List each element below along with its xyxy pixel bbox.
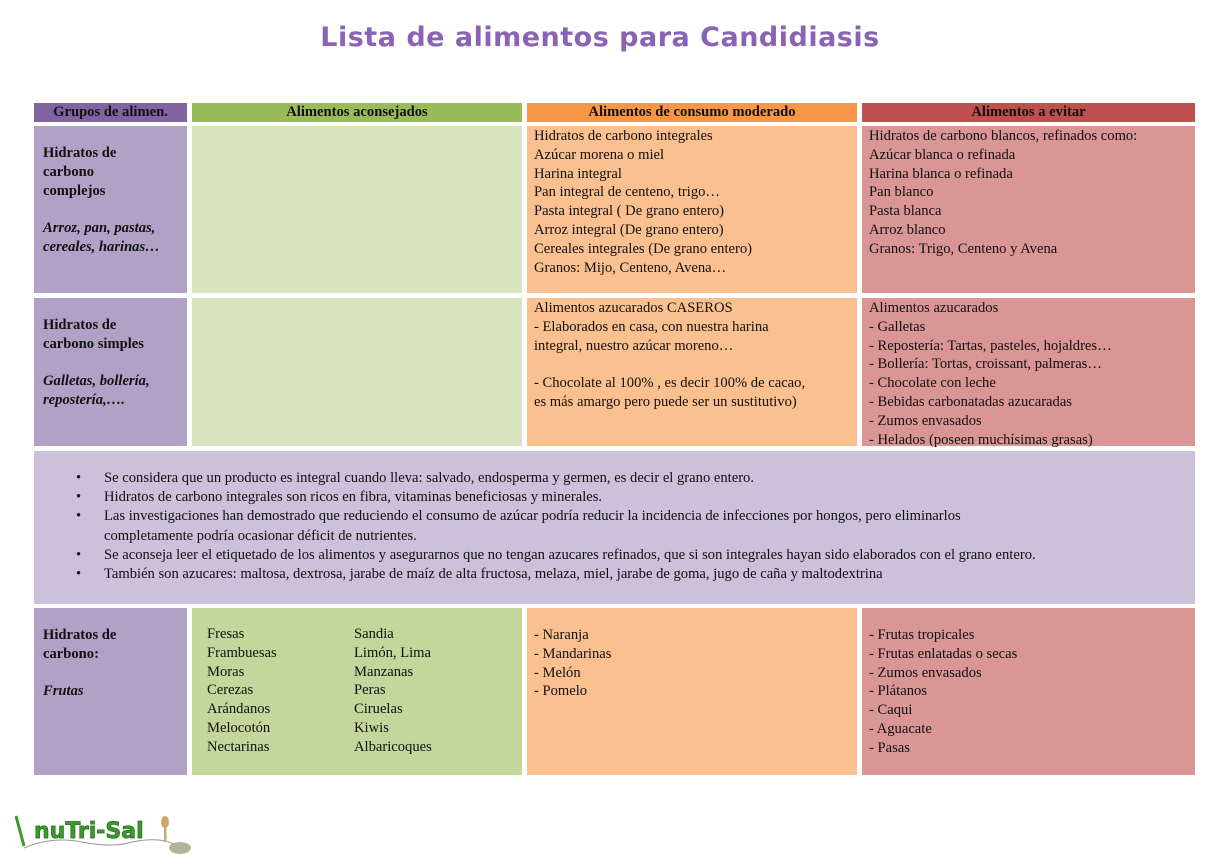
- note-text: completamente podría ocasionar déficit de nutrientes.: [104, 527, 417, 544]
- header-avoid: Alimentos a evitar: [862, 103, 1195, 122]
- group-label: Hidratos de: [43, 627, 117, 643]
- note-item: [104, 507, 1195, 545]
- list-item: Granos: Mijo, Centeno, Avena…: [534, 259, 727, 276]
- group-label: carbono: [43, 163, 95, 180]
- list-item: Melocotón: [207, 719, 271, 736]
- list-item: Arroz blanco: [869, 221, 946, 238]
- list-item: Granos: Trigo, Centeno y Avena: [869, 240, 1058, 257]
- moderate-cell: [527, 298, 857, 446]
- notes-box: [34, 451, 1195, 604]
- list-item: Albaricoques: [354, 738, 432, 755]
- list-item: - Zumos envasados: [869, 412, 982, 429]
- list-item: - Elaborados en casa, con nuestra harina: [534, 318, 769, 335]
- group-label: carbono:: [43, 645, 99, 662]
- fruit-column: [207, 625, 354, 758]
- list-item: Limón, Lima: [354, 644, 432, 661]
- list-item: Pasta integral ( De grano entero): [534, 203, 725, 220]
- list-item: - Galletas: [869, 318, 926, 335]
- list-item: - Bebidas carbonatadas azucaradas: [869, 393, 1072, 410]
- list-item: Sandia: [354, 626, 394, 642]
- note-text: • Hidratos de carbono integrales son ricos en fibra, vitaminas beneficiosas y minerales.: [104, 489, 603, 506]
- list-item: Kiwis: [354, 719, 389, 736]
- list-item: es más amargo pero puede ser un sustitutivo): [534, 393, 797, 410]
- list-item: Hidratos de carbono blancos, refinados como:: [869, 128, 1138, 144]
- list-item: integral, nuestro azúcar moreno…: [534, 337, 734, 354]
- recommended-fruits-cell: [192, 608, 522, 775]
- list-item: Alimentos azucarados CASEROS: [534, 300, 733, 316]
- group-label: complejos: [43, 182, 106, 199]
- list-item: Azúcar blanca o refinada: [869, 146, 1016, 163]
- note-text: • Se aconseja leer el etiquetado de los alimentos y asegurarnos que no tengan azucares refinados, que si son integrales hayan sido elaborados con el grano entero.: [104, 546, 1036, 563]
- list-item: Nectarinas: [207, 738, 270, 755]
- recommended-cell: [192, 298, 522, 446]
- group-simple-carbs: [34, 298, 187, 446]
- list-item: - Frutas enlatadas o secas: [869, 645, 1018, 662]
- nutri-sali-logo: [12, 806, 192, 856]
- list-item: - Helados (poseen muchísimas grasas): [869, 431, 1093, 448]
- list-item: Cereales integrales (De grano entero): [534, 240, 752, 257]
- list-item: Ciruelas: [354, 701, 403, 718]
- list-item: Fresas: [207, 626, 245, 642]
- list-item: Azúcar morena o miel: [534, 146, 665, 163]
- list-item: Hidratos de carbono integrales: [534, 128, 713, 144]
- list-item: Cerezas: [207, 682, 254, 699]
- list-item: - Melón: [534, 664, 581, 681]
- list-item: Frambuesas: [207, 644, 277, 661]
- svg-text:nuTri-Sal: nuTri-Sal: [34, 819, 144, 844]
- list-item: Arándanos: [207, 701, 271, 718]
- list-item: Pasta blanca: [869, 203, 942, 220]
- list-item: Peras: [354, 682, 386, 699]
- list-item: Manzanas: [354, 663, 414, 680]
- header-recommended: Alimentos aconsejados: [192, 103, 522, 122]
- list-item: - Bollería: Tortas, croissant, palmeras…: [869, 356, 1102, 373]
- avoid-cell: [862, 608, 1195, 775]
- list-item: Arroz integral (De grano entero): [534, 221, 724, 238]
- note-text: • Las investigaciones han demostrado que reduciendo el consumo de azúcar podría reducir la incidencia de infecciones por hongos, pero eliminarlos: [104, 508, 961, 525]
- note-item: [104, 546, 1195, 565]
- list-item: - Chocolate con leche: [869, 375, 996, 392]
- group-label: Hidratos de: [43, 145, 117, 161]
- fruit-column: [354, 625, 501, 758]
- group-examples: Arroz, pan, pastas,: [43, 220, 156, 237]
- list-item: - Plátanos: [869, 683, 927, 700]
- list-item: - Pomelo: [534, 683, 588, 700]
- group-examples: Frutas: [43, 683, 84, 700]
- list-item: - Zumos envasados: [869, 664, 982, 681]
- list-item: - Pasas: [869, 739, 910, 756]
- list-item: Alimentos azucarados: [869, 300, 999, 316]
- list-item: - Chocolate al 100% , es decir 100% de cacao,: [534, 375, 806, 392]
- header-moderate: Alimentos de consumo moderado: [527, 103, 857, 122]
- list-item: Pan blanco: [869, 184, 934, 201]
- note-text: • Se considera que un producto es integral cuando lleva: salvado, endosperma y germen, es decir el grano entero.: [104, 470, 754, 486]
- group-fruits: [34, 608, 187, 775]
- list-item: Moras: [207, 663, 245, 680]
- list-item: - Caqui: [869, 702, 913, 719]
- list-item: Pan integral de centeno, trigo…: [534, 184, 721, 201]
- note-item: [104, 469, 1195, 488]
- moderate-cell: [527, 608, 857, 775]
- group-label: carbono simples: [43, 335, 144, 352]
- list-item: - Naranja: [534, 627, 589, 643]
- list-item: Harina blanca o refinada: [869, 165, 1013, 182]
- group-examples: repostería,….: [43, 392, 125, 409]
- avoid-cell: [862, 126, 1195, 293]
- recommended-cell: [192, 126, 522, 293]
- list-item: Harina integral: [534, 165, 622, 182]
- list-item: - Repostería: Tartas, pasteles, hojaldres…: [869, 337, 1112, 354]
- note-item: [104, 565, 1195, 584]
- header-groups: Grupos de alimen.: [34, 103, 187, 122]
- avoid-cell: [862, 298, 1195, 446]
- note-item: [104, 488, 1195, 507]
- list-item: [534, 355, 850, 374]
- group-complex-carbs: [34, 126, 187, 293]
- list-item: - Frutas tropicales: [869, 627, 975, 643]
- list-item: - Aguacate: [869, 720, 932, 737]
- group-examples: Galletas, bollería,: [43, 373, 150, 390]
- group-label: Hidratos de: [43, 317, 117, 333]
- group-examples: cereales, harinas…: [43, 238, 160, 255]
- list-item: - Mandarinas: [534, 645, 612, 662]
- moderate-cell: [527, 126, 857, 293]
- note-text: • También son azucares: maltosa, dextrosa, jarabe de maíz de alta fructosa, melaza, miel, jarabe de goma, jugo de caña y maltodextrina: [104, 566, 883, 583]
- page-title: Lista de alimentos para Candidiasis: [320, 22, 880, 53]
